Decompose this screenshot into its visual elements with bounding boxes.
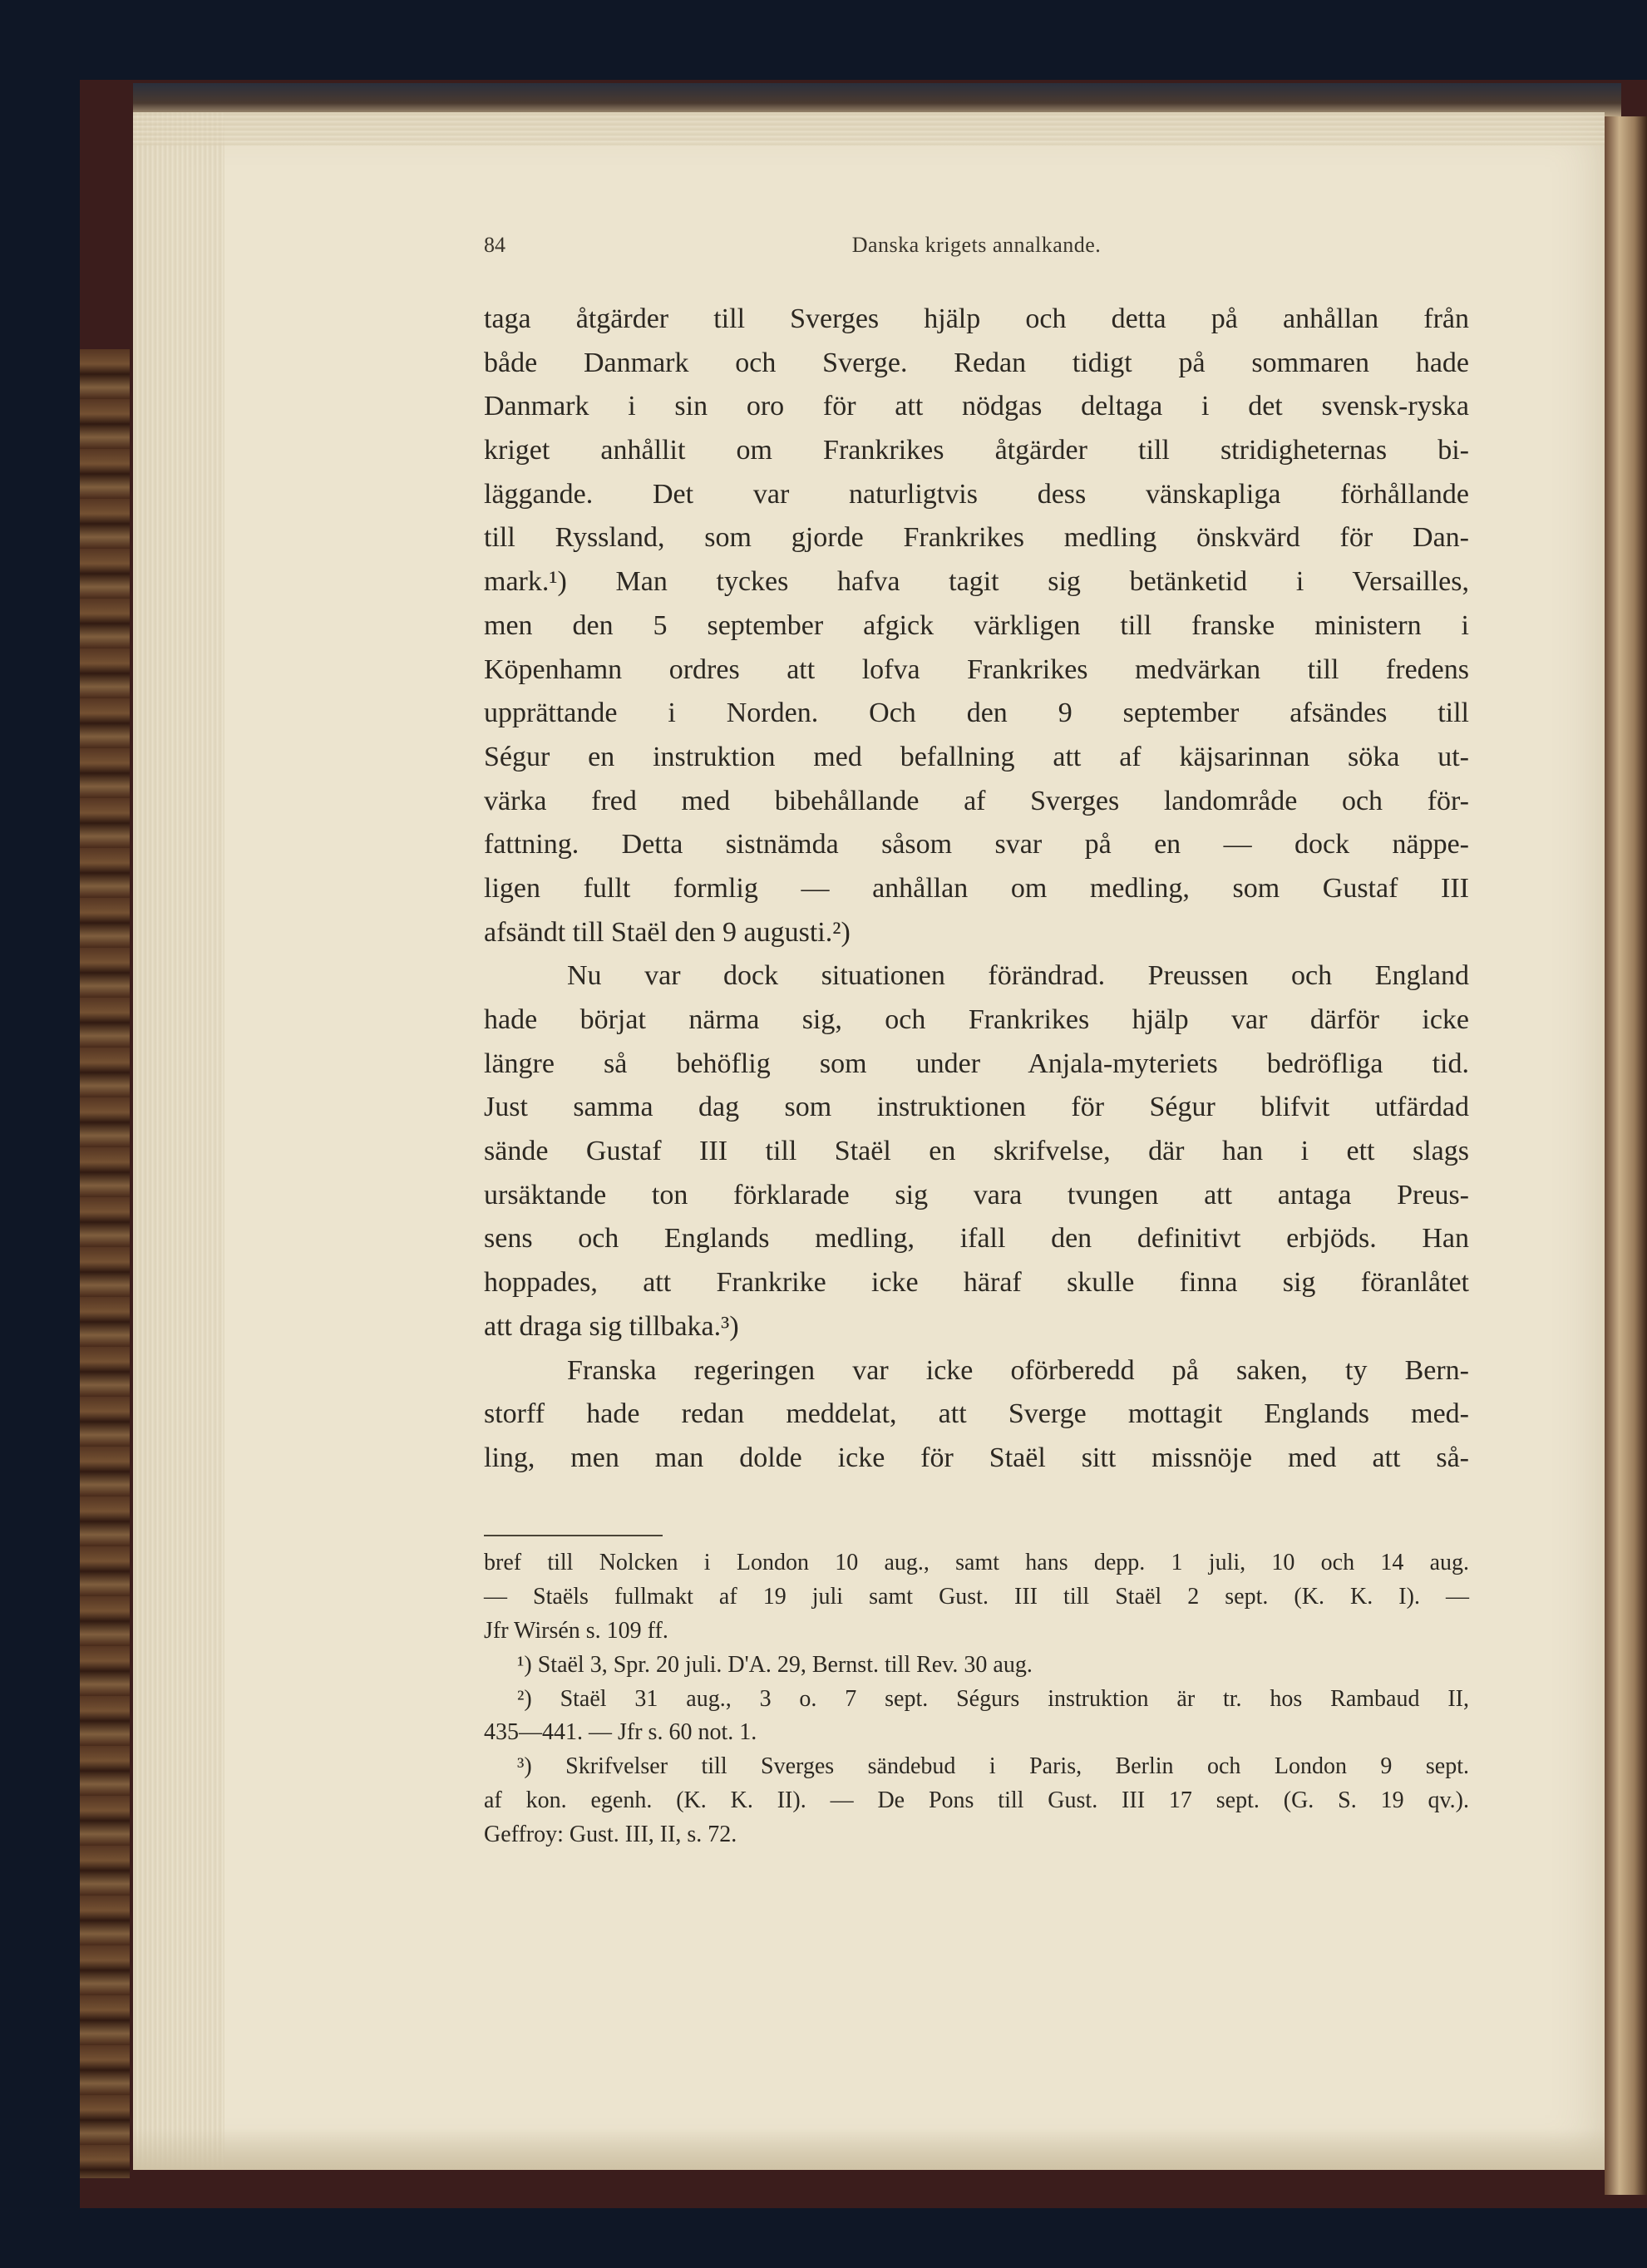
text-line: Ségur en instruktion med befallning att af käjsarinnan söka ut- <box>484 741 1469 772</box>
text-line: Franska regeringen var icke oförberedd på saken, ty Bern- <box>567 1354 1469 1386</box>
footnote-line: — Staëls fullmakt af 19 juli samt Gust. III till Staël 2 sept. (K. K. I). — <box>484 1583 1469 1610</box>
text-line: Danmark i sin oro för att nödgas deltaga i det svensk-ryska <box>484 391 1469 422</box>
text-line: läggande. Det var naturligtvis dess vänskapliga förhållande <box>484 478 1469 510</box>
page-stack-edge <box>133 112 224 2170</box>
text-line: Just samma dag som instruktionen för Ségur blifvit utfärdad <box>484 1092 1469 1123</box>
body-text <box>484 298 1469 1481</box>
text-line: hade börjat närma sig, och Frankrikes hjälp var därför icke <box>484 1004 1469 1035</box>
text-line: att draga sig tillbaka.³) <box>484 1310 739 1342</box>
text-line: Köpenhamn ordres att lofva Frankrikes medvärkan till fredens <box>484 653 1469 685</box>
footnotes <box>484 1546 1469 1852</box>
footnote-line: Jfr Wirsén s. 109 ff. <box>484 1617 668 1644</box>
footnote-line: ³) Skrifvelser till Sverges sändebud i Paris, Berlin och London 9 sept. <box>517 1753 1469 1780</box>
marbled-edge <box>80 349 130 2178</box>
text-line: värka fred med bibehållande af Sverges landområde och för- <box>484 785 1469 816</box>
text-line: Nu var dock situationen förändrad. Preussen och England <box>567 960 1469 992</box>
text-line: afsändt till Staël den 9 augusti.²) <box>484 916 851 948</box>
text-line: både Danmark och Sverge. Redan tidigt på sommaren hade <box>484 347 1469 378</box>
running-head <box>484 233 1469 266</box>
footnote-line: ²) Staël 31 aug., 3 o. 7 sept. Ségurs instruktion är tr. hos Rambaud II, <box>517 1685 1469 1712</box>
text-line: men den 5 september afgick värkligen till franske ministern i <box>484 609 1469 641</box>
page-number: 84 <box>484 233 505 257</box>
text-line: sens och Englands medling, ifall den definitivt erbjöds. Han <box>484 1223 1469 1255</box>
top-page-strip <box>133 83 1621 116</box>
text-line: fattning. Detta sistnämda såsom svar på en — dock näppe- <box>484 829 1469 860</box>
footnote-rule <box>484 1535 663 1536</box>
footnote-line: bref till Nolcken i London 10 aug., samt hans depp. 1 juli, 10 och 14 aug. <box>484 1550 1469 1575</box>
page-bottom-shadow <box>133 2128 1605 2170</box>
text-line: längre så behöflig som under Anjala-myteriets bedröfliga tid. <box>484 1048 1469 1079</box>
footnote-line: af kon. egenh. (K. K. II). — De Pons till Gust. III 17 sept. (G. S. 19 qv.). <box>484 1787 1469 1814</box>
text-line: storff hade redan meddelat, att Sverge mottagit Englands med- <box>484 1398 1469 1430</box>
text-line: ling, men man dolde icke för Staël sitt missnöje med att så- <box>484 1442 1469 1473</box>
page-stack-top <box>133 112 1605 145</box>
text-line: upprättande i Norden. Och den 9 september afsändes till <box>484 698 1469 729</box>
text-line: till Ryssland, som gjorde Frankrikes medling önskvärd för Dan- <box>484 522 1469 554</box>
running-title: Danska krigets annalkande. <box>851 233 1102 257</box>
text-line: mark.¹) Man tyckes hafva tagit sig betänketid i Versailles, <box>484 566 1469 598</box>
text-line: ligen fullt formlig — anhållan om medling, som Gustaf III <box>484 872 1469 904</box>
text-line: ursäktande ton förklarade sig vara tvungen att antaga Preus- <box>484 1179 1469 1210</box>
text-line: kriget anhållit om Frankrikes åtgärder till stridigheternas bi- <box>484 435 1469 466</box>
text-line: sände Gustaf III till Staël en skrifvelse, där han i ett slags <box>484 1136 1469 1167</box>
footnote-line: 435—441. — Jfr s. 60 not. 1. <box>484 1719 757 1746</box>
facing-page-edge <box>1605 116 1647 2195</box>
footnote-line: Geffroy: Gust. III, II, s. 72. <box>484 1822 737 1848</box>
text-line: taga åtgärder till Sverges hjälp och detta på anhållan från <box>484 303 1469 334</box>
text-line: hoppades, att Frankrike icke häraf skulle finna sig föranlåtet <box>484 1267 1469 1299</box>
footnote-line: ¹) Staël 3, Spr. 20 juli. D'A. 29, Bernst. till Rev. 30 aug. <box>517 1651 1033 1678</box>
